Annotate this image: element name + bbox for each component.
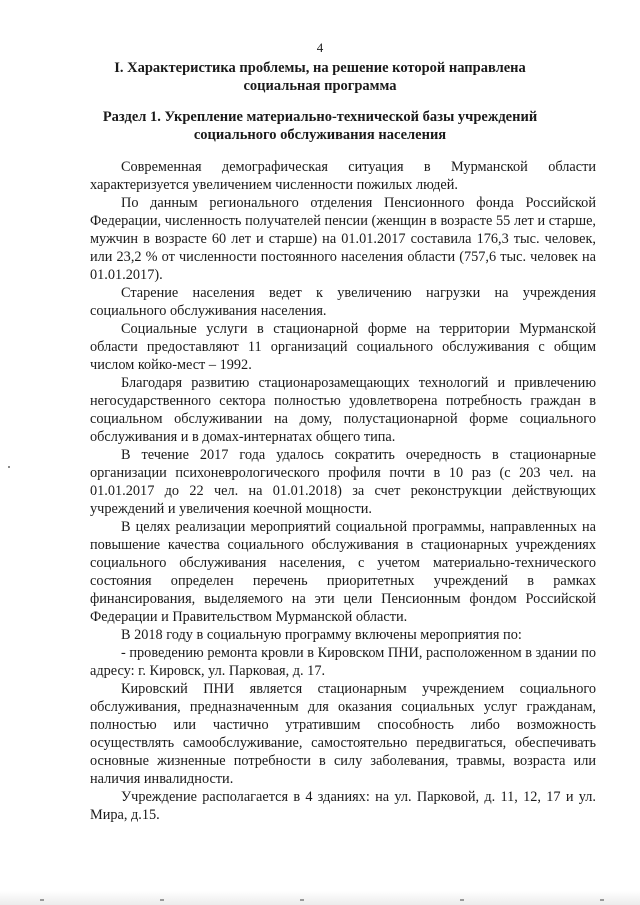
list-item: - проведению ремонта кровли в Кировском ПНИ, расположенном в здании по адресу: г. Кировск, ул. Парковая, д. 17. (90, 645, 596, 679)
paragraph: Благодаря развитию стационарозамещающих технологий и привлечению негосударственного сектора полностью удовлетворена потребность граждан в социальном обслуживании на дому, полустационарной форме социального обслуживания и в домах-интернатах общего типа. (90, 375, 596, 445)
section-heading (0, 59, 640, 95)
paragraph: В 2018 году в социальную программу включены мероприятия по: (121, 627, 522, 643)
subsection-heading-line-2: социального обслуживания населения (193, 127, 447, 143)
subsection-heading (0, 108, 640, 144)
paragraph: В целях реализации мероприятий социальной программы, направленных на повышение качества социального обслуживания в стационарных учреждениях социального обслуживания населения, с учетом материально-технического состояния определен перечень приоритетных учреждений в рамках финансирования, выделяемого на эти цели Пенсионным фондом Российской Федерации и Правительством Мурманской области. (90, 519, 596, 625)
document-body (90, 158, 596, 824)
paragraph: Учреждение располагается в 4 зданиях: на ул. Парковой, д. 11, 12, 17 и ул. Мира, д.15. (90, 789, 596, 823)
section-heading-line-1: I. Характеристика проблемы, на решение которой направлена (114, 60, 526, 76)
page-number: 4 (316, 40, 324, 55)
paragraph: Современная демографическая ситуация в Мурманской области характеризуется увеличением численности пожилых людей. (90, 159, 596, 193)
paragraph: Кировский ПНИ является стационарным учреждением социального обслуживания, предназначенным для оказания социальных услуг гражданам, полностью или частично утратившим способность либо возможность осуществлять самообслуживание, самостоятельно передвигаться, обеспечивать основные жизненные потребности в силу заболевания, травмы, возраста или наличия инвалидности. (90, 681, 596, 787)
subsection-heading-line-1: Раздел 1. Укрепление материально-технической базы учреждений (102, 109, 538, 125)
scan-speck (8, 466, 10, 468)
paragraph: По данным регионального отделения Пенсионного фонда Российской Федерации, численность получателей пенсии (женщин в возрасте 55 лет и старше, мужчин в возрасте 60 лет и старше) на 01.01.2017 составила 176,3 тыс. человек, или 23,2 % от численности постоянного населения области (757,6 тыс. человек на 01.01.2017). (90, 195, 596, 283)
paragraph: Старение населения ведет к увеличению нагрузки на учреждения социального обслуживания населения. (90, 285, 596, 319)
paragraph: В течение 2017 года удалось сократить очередность в стационарные организации психоневрологического профиля почти в 10 раз (с 203 чел. на 01.01.2017 до 22 чел. на 01.01.2018) за счет реконструкции действующих учреждений и увеличения коечной мощности. (90, 447, 596, 517)
section-heading-line-2: социальная программа (243, 78, 397, 94)
scan-bottom-edge (0, 891, 640, 905)
paragraph: Социальные услуги в стационарной форме на территории Мурманской области предоставляют 11 организаций социального обслуживания с общим числом койко-мест – 1992. (90, 321, 596, 373)
